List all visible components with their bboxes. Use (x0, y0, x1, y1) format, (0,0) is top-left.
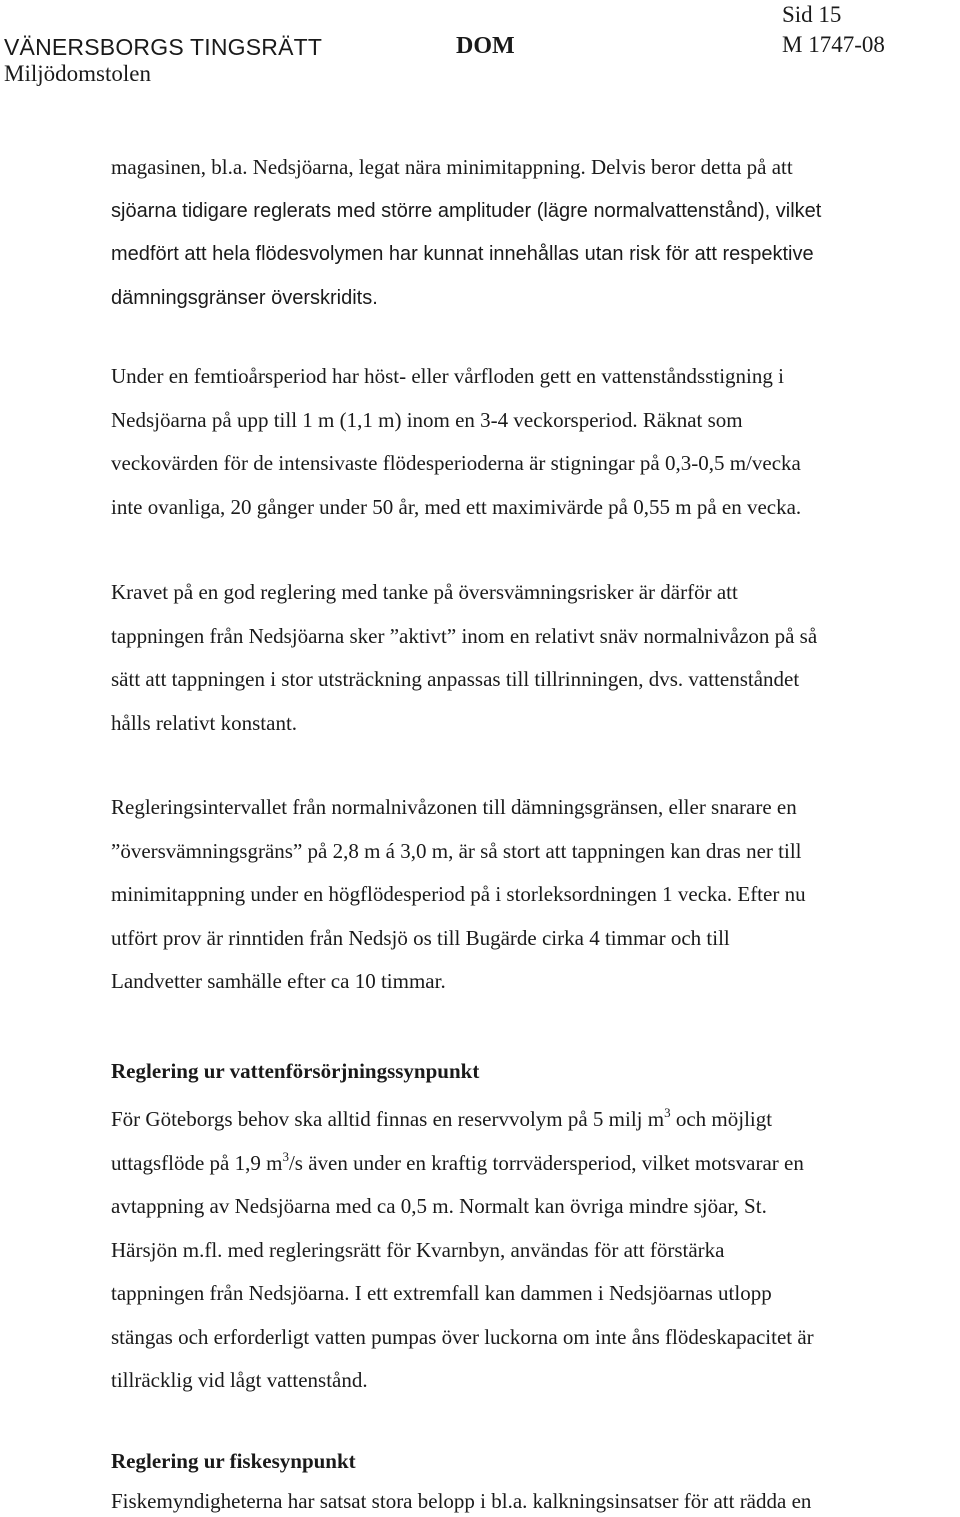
paragraph-line: minimitappning under en högflödesperiod på i storleksordningen 1 vecka. Efter nu (111, 882, 806, 906)
paragraph-line: magasinen, bl.a. Nedsjöarna, legat nära minimitappning. Delvis beror detta på att (111, 155, 793, 179)
paragraph-line: tappningen från Nedsjöarna sker ”aktivt” inom en relativt snäv normalnivåzon på så (111, 623, 818, 648)
paragraph-line: Under en femtioårsperiod har höst- eller vårfloden gett en vattenståndsstigning i (111, 364, 784, 388)
paragraph-line: Landvetter samhälle efter ca 10 timmar. (111, 969, 446, 993)
department-name: Miljödomstolen (4, 61, 151, 86)
paragraph-line: Kravet på en god reglering med tanke på översvämningsrisker är därför att (111, 580, 738, 604)
paragraph-water-supply (111, 1098, 951, 1403)
page-number: Sid 15 (782, 2, 842, 27)
text-fragment: För Göteborgs behov ska alltid finnas en reservvolym på 5 milj m (111, 1107, 665, 1131)
superscript: 3 (664, 1105, 671, 1120)
paragraph-line (111, 1098, 951, 1142)
paragraph-line: stängas och erforderligt vatten pumpas över luckorna om inte åns flödeskapacitet är (111, 1324, 814, 1349)
superscript: 3 (282, 1148, 289, 1164)
text-fragment: uttagsflöde på 1,9 m (111, 1150, 283, 1175)
paragraph-fishing (111, 1488, 951, 1514)
paragraph-4 (111, 786, 951, 1004)
section-heading-water-supply: Reglering ur vattenförsörjningssynpunkt (111, 1059, 480, 1083)
paragraph-line: Härsjön m.fl. med regleringsrätt för Kvarnbyn, användas för att förstärka (111, 1237, 725, 1262)
paragraph-line: medfört att hela flödesvolymen har kunnat innehållas utan risk för att respektive (111, 243, 814, 265)
paragraph-line: avtappning av Nedsjöarna med ca 0,5 m. Normalt kan övriga mindre sjöar, St. (111, 1194, 767, 1218)
text-fragment: /s även under en kraftig torrvädersperiod, vilket motsvarar en (288, 1150, 804, 1175)
paragraph-line: hålls relativt konstant. (111, 710, 298, 735)
paragraph-3 (111, 571, 951, 745)
paragraph-2 (111, 355, 951, 529)
paragraph-line (111, 1142, 951, 1186)
case-number: M 1747-08 (782, 32, 885, 57)
paragraph-line: sätt att tappningen i stor utsträckning anpassas till tillrinningen, dvs. vattenståndet (111, 667, 800, 691)
paragraph-line: tillräcklig vid lågt vattenstånd. (111, 1368, 368, 1392)
paragraph-line: ”översvämningsgräns” på 2,8 m á 3,0 m, är så stort att tappningen kan dras ner till (111, 838, 802, 863)
document-type: DOM (456, 33, 515, 59)
paragraph-line: Fiskemyndigheterna har satsat stora belopp i bl.a. kalkningsinsatser för att rädda en (111, 1489, 812, 1513)
paragraph-line: Regleringsintervallet från normalnivåzonen till dämningsgränsen, eller snarare en (111, 795, 797, 819)
paragraph-line: veckovärden för de intensivaste flödesperioderna är stigningar på 0,3-0,5 m/vecka (111, 451, 801, 475)
paragraph-line: tappningen från Nedsjöarna. I ett extremfall kan dammen i Nedsjöarnas utlopp (111, 1281, 772, 1305)
paragraph-line: inte ovanliga, 20 gånger under 50 år, med ett maximivärde på 0,55 m på en vecka. (111, 494, 802, 519)
paragraph-line: sjöarna tidigare reglerats med större amplituder (lägre normalvattenstånd), vilket (111, 199, 822, 222)
paragraph-line: dämningsgränser överskridits. (111, 286, 378, 309)
paragraph-1 (111, 146, 951, 320)
text-fragment: och möjligt (670, 1107, 773, 1131)
court-name: VÄNERSBORGS TINGSRÄTT (4, 34, 323, 60)
paragraph-line: Nedsjöarna på upp till 1 m (1,1 m) inom en 3-4 veckorsperiod. Räknat som (111, 407, 743, 432)
section-heading-fishing: Reglering ur fiskesynpunkt (111, 1449, 356, 1473)
paragraph-line: utfört prov är rinntiden från Nedsjö os till Bugärde cirka 4 timmar och till (111, 925, 730, 950)
